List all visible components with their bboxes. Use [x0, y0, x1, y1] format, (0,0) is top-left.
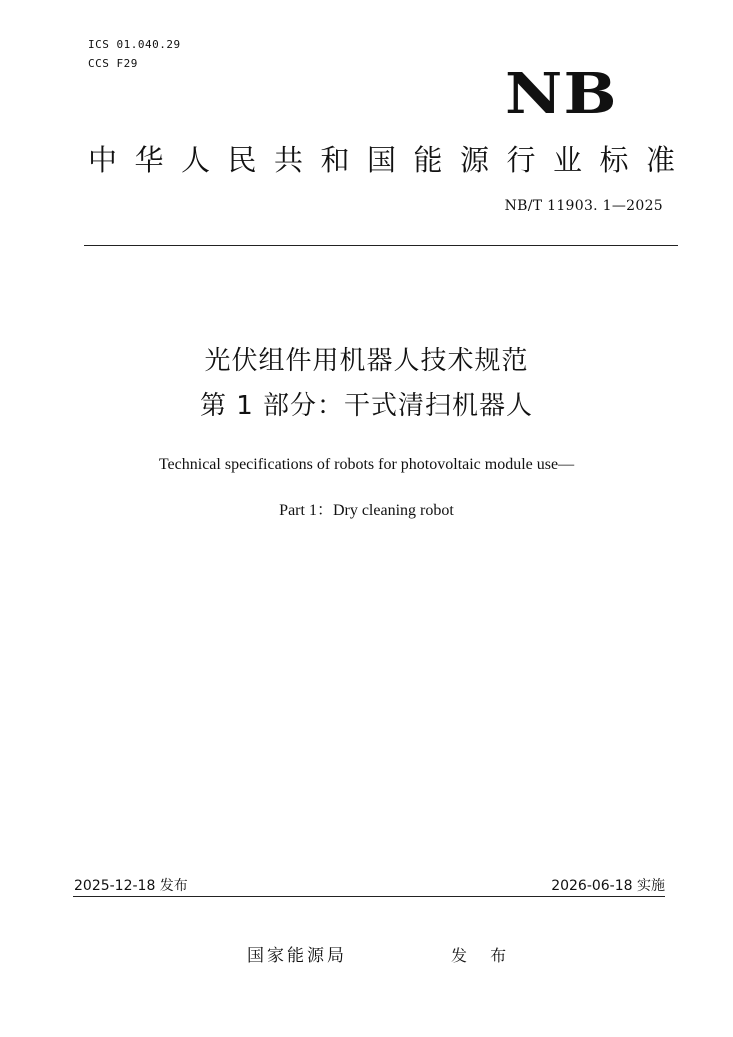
document-title-en-line2: Part 1：Dry cleaning robot	[279, 502, 454, 519]
document-title-cn-line2: 第 1 部分：干式清扫机器人	[199, 391, 534, 421]
footer-divider	[73, 896, 665, 897]
ics-code: ICS 01.040.29	[88, 38, 181, 51]
issuing-action: 发 布	[451, 946, 516, 965]
issuer-title: 中华人民共和国能源行业标准	[88, 143, 693, 177]
ccs-code: CCS F29	[88, 57, 138, 70]
document-title-en-line1: Technical specifications of robots for photovoltaic module use—	[158, 456, 575, 473]
implementation-date: 2026-06-18 实施	[551, 878, 665, 894]
header-divider	[84, 245, 678, 246]
nb-logo: NB	[505, 61, 618, 127]
document-title-cn-line1: 光伏组件用机器人技术规范	[204, 346, 529, 376]
standard-number: NB/T 11903. 1—2025	[504, 198, 663, 214]
issuing-authority: 国家能源局	[247, 946, 347, 966]
publication-date: 2025-12-18 发布	[74, 878, 188, 894]
